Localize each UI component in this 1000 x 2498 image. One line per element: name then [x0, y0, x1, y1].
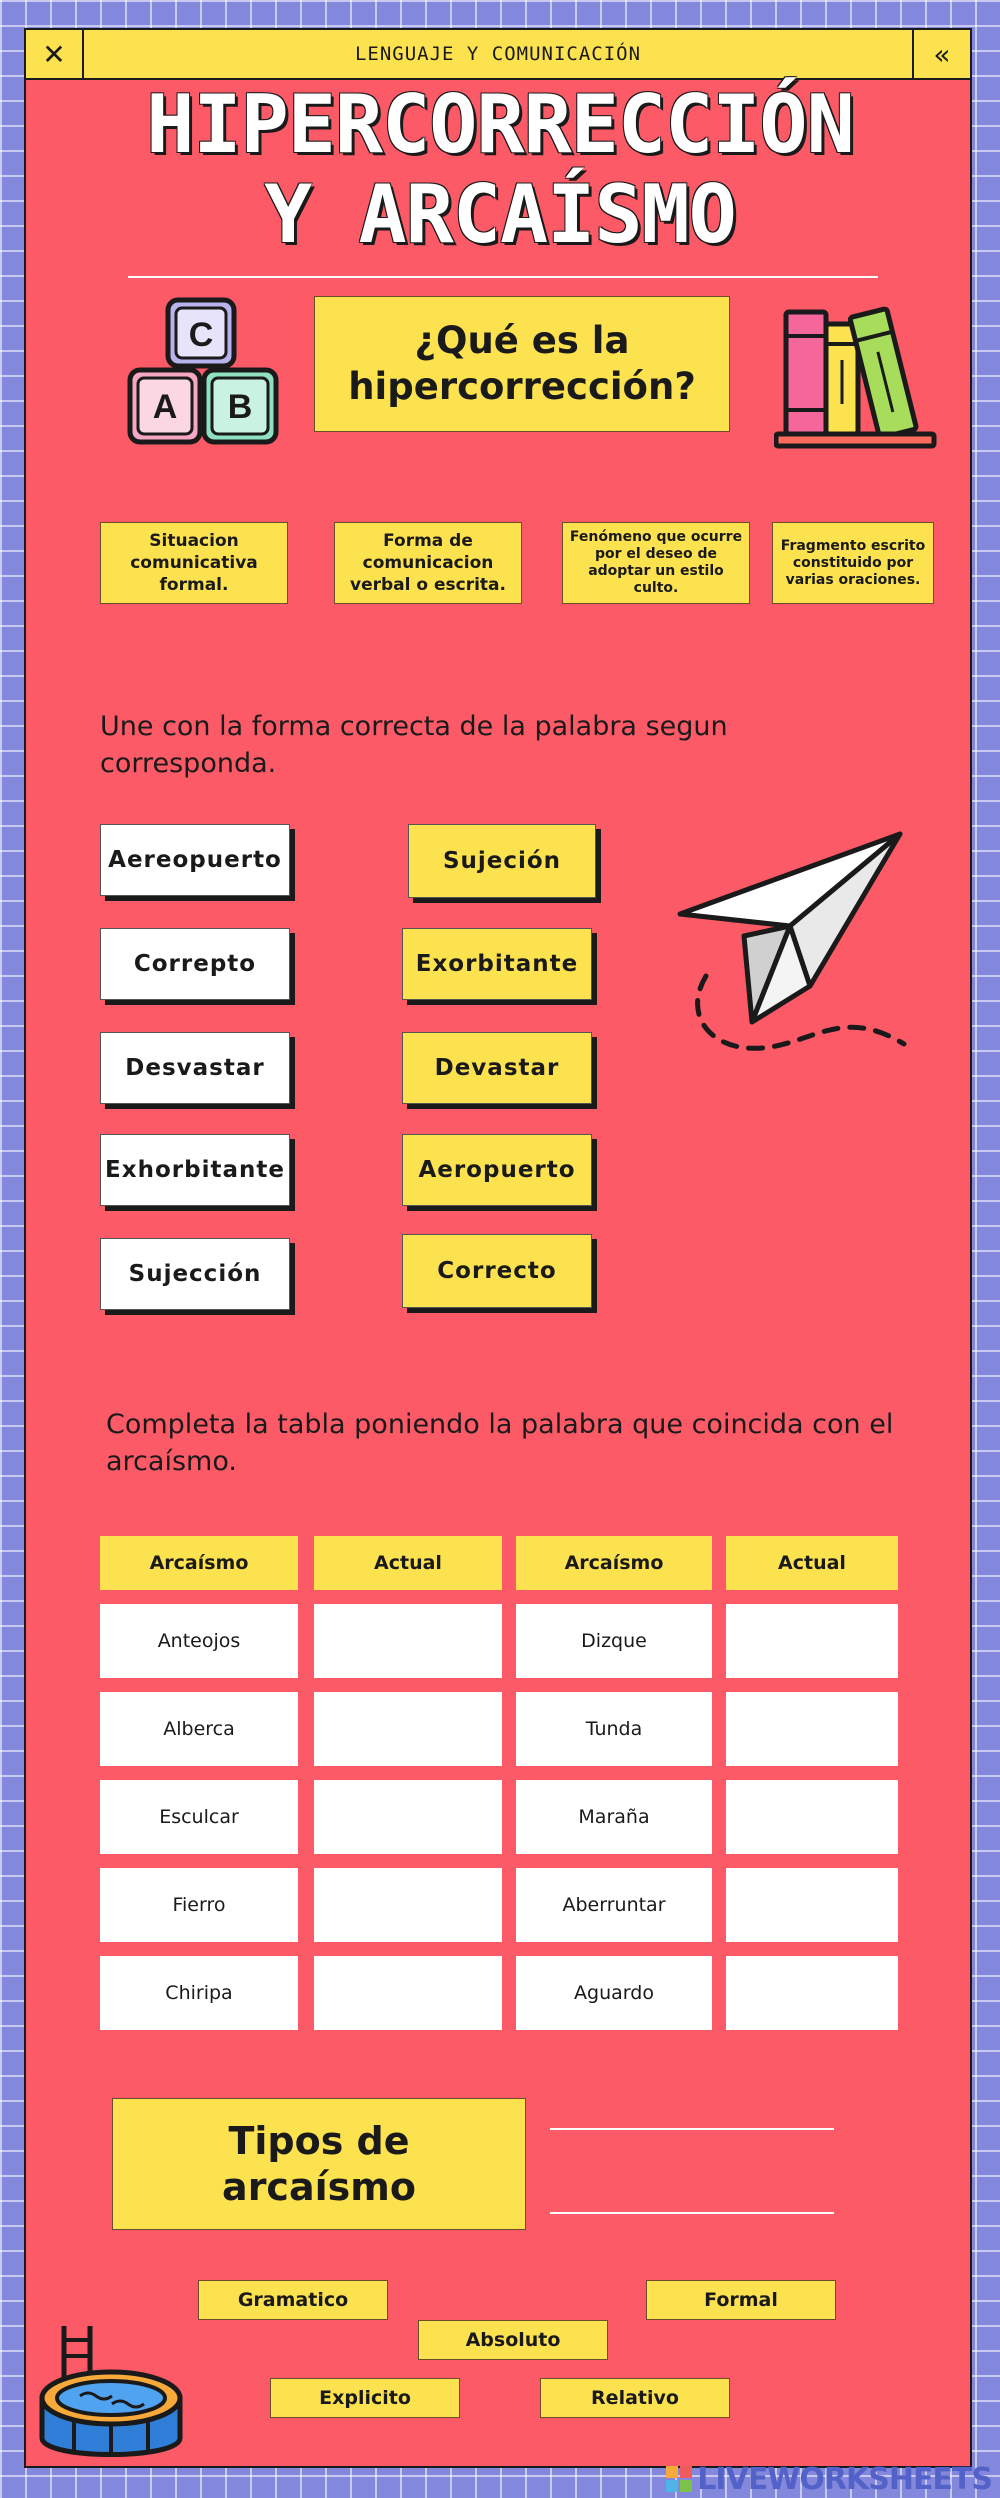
- answer-input[interactable]: [314, 1780, 502, 1854]
- block-letter-a: A: [152, 388, 178, 426]
- close-icon[interactable]: ✕: [26, 30, 84, 78]
- subject-label: LENGUAJE Y COMUNICACIÓN: [354, 43, 642, 65]
- definition-option-1[interactable]: Situacion comunicativa formal.: [100, 522, 288, 604]
- incorrect-word-2[interactable]: Correpto: [100, 928, 290, 1000]
- definition-option-2[interactable]: Forma de comunicacion verbal o escrita.: [334, 522, 522, 604]
- correct-word-1[interactable]: Sujeción: [408, 824, 596, 898]
- table-cell-arcaismo: Anteojos: [100, 1604, 298, 1678]
- header-actual-1: Actual: [314, 1536, 502, 1590]
- answer-line-1[interactable]: [550, 2128, 834, 2130]
- title-line-1: HIPERCORRECCIÓN: [146, 78, 854, 171]
- question-line-2: hipercorrección?: [348, 365, 696, 408]
- block-letter-b: B: [227, 388, 253, 426]
- incorrect-word-3[interactable]: Desvastar: [100, 1032, 290, 1104]
- answer-input[interactable]: [726, 1692, 898, 1766]
- title-underline: [128, 276, 878, 278]
- question-box: [314, 296, 730, 432]
- answer-line-2[interactable]: [550, 2212, 834, 2214]
- definition-option-3[interactable]: Fenómeno que ocurre por el deseo de adoptar un estilo culto.: [562, 522, 750, 604]
- answer-input[interactable]: [314, 1604, 502, 1678]
- table-cell-arcaismo: Dizque: [516, 1604, 712, 1678]
- correct-word-2[interactable]: Exorbitante: [402, 928, 592, 1000]
- answer-input[interactable]: [314, 1692, 502, 1766]
- top-bar: [24, 28, 972, 80]
- table-cell-arcaismo: Tunda: [516, 1692, 712, 1766]
- types-title-line-1: Tipos de: [228, 2119, 410, 2163]
- type-option-relativo[interactable]: Relativo: [540, 2378, 730, 2418]
- paper-plane-icon: [672, 826, 912, 1072]
- table-cell-arcaismo: Alberca: [100, 1692, 298, 1766]
- type-option-explicito[interactable]: Explicito: [270, 2378, 460, 2418]
- correct-word-4[interactable]: Aeropuerto: [402, 1134, 592, 1206]
- header-arcaismo-1: Arcaísmo: [100, 1536, 298, 1590]
- table-cell-arcaismo: Fierro: [100, 1868, 298, 1942]
- answer-input[interactable]: [726, 1868, 898, 1942]
- liveworksheets-mark-icon: [665, 2464, 693, 2494]
- table-instruction: Completa la tabla poniendo la palabra que coincida con el arcaísmo.: [106, 1409, 894, 1477]
- double-chevron-left-icon[interactable]: «: [912, 30, 970, 78]
- answer-input[interactable]: [726, 1604, 898, 1678]
- books-icon: [774, 300, 938, 452]
- incorrect-word-4[interactable]: Exhorbitante: [100, 1134, 290, 1206]
- correct-word-5[interactable]: Correcto: [402, 1234, 592, 1308]
- table-cell-arcaismo: Chiripa: [100, 1956, 298, 2030]
- table-cell-arcaismo: Aguardo: [516, 1956, 712, 2030]
- answer-input[interactable]: [726, 1956, 898, 2030]
- table-cell-arcaismo: Aberruntar: [516, 1868, 712, 1942]
- answer-input[interactable]: [726, 1780, 898, 1854]
- question-line-1: ¿Qué es la: [414, 319, 630, 362]
- header-arcaismo-2: Arcaísmo: [516, 1536, 712, 1590]
- table-cell-arcaismo: Maraña: [516, 1780, 712, 1854]
- liveworksheets-brand: LIVEWORKSHEETS: [697, 2461, 992, 2497]
- types-title-box: [112, 2098, 526, 2230]
- table-cell-arcaismo: Esculcar: [100, 1780, 298, 1854]
- type-option-absoluto[interactable]: Absoluto: [418, 2320, 608, 2360]
- matching-instruction: Une con la forma correcta de la palabra segun corresponda.: [100, 711, 728, 779]
- block-letter-c: C: [188, 316, 214, 354]
- definition-option-4[interactable]: Fragmento escrito constituido por varias oraciones.: [772, 522, 934, 604]
- title-line-2: Y ARCAÍSMO: [264, 168, 736, 261]
- header-actual-2: Actual: [726, 1536, 898, 1590]
- liveworksheets-logo: [665, 2462, 992, 2496]
- answer-input[interactable]: [314, 1868, 502, 1942]
- abc-blocks-icon: [126, 296, 286, 452]
- answer-input[interactable]: [314, 1956, 502, 2030]
- incorrect-word-1[interactable]: Aereopuerto: [100, 824, 290, 896]
- pool-icon: [34, 2320, 188, 2470]
- types-title-line-2: arcaísmo: [222, 2165, 416, 2209]
- correct-word-3[interactable]: Devastar: [402, 1032, 592, 1104]
- type-option-gramatico[interactable]: Gramatico: [198, 2280, 388, 2320]
- incorrect-word-5[interactable]: Sujección: [100, 1238, 290, 1310]
- type-option-formal[interactable]: Formal: [646, 2280, 836, 2320]
